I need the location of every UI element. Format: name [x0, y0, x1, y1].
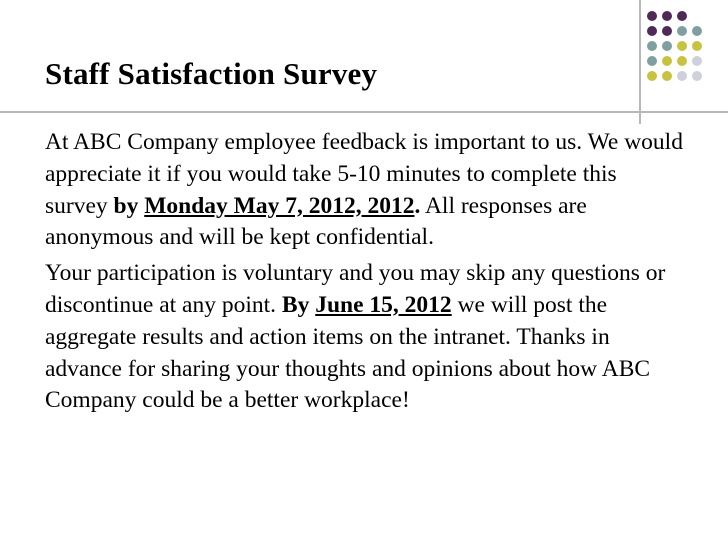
decorative-dot — [692, 56, 702, 66]
decorative-dot — [647, 41, 657, 51]
decorative-dot-grid — [647, 11, 702, 81]
decorative-dot — [647, 11, 657, 21]
decorative-dot — [677, 11, 687, 21]
survey-deadline: Monday May 7, 2012, 2012 — [144, 192, 415, 219]
decorative-dot — [647, 26, 657, 36]
decorative-dot — [662, 56, 672, 66]
participation-text: Your participation is voluntary and you may skip any questions or discontinue at any point. — [45, 260, 666, 318]
decorative-dot — [692, 41, 702, 51]
slide-body — [45, 127, 685, 421]
intro-text: At ABC Company employee feedback is important to us. We would appreciate it if you would take 5-10 minutes to complete this survey — [45, 129, 683, 219]
slide-title: Staff Satisfaction Survey — [45, 56, 378, 91]
decorative-dot — [662, 41, 672, 51]
paragraph-intro — [45, 127, 685, 254]
period: . — [414, 192, 421, 219]
decorative-dot — [647, 56, 657, 66]
decorative-dot — [677, 26, 687, 36]
results-text: we will post the aggregate results and action items on the intranet. Thanks in advance for sharing your thoughts and opinions about how ABC Company could be a better workplace! — [45, 291, 651, 414]
decorative-dot — [647, 71, 657, 81]
decorative-dot — [677, 71, 687, 81]
decorative-dot — [692, 71, 702, 81]
decorative-dot — [662, 26, 672, 36]
by-text: By — [281, 291, 310, 318]
results-date: June 15, 2012 — [315, 291, 452, 318]
horizontal-divider — [0, 111, 728, 113]
by-text: by — [113, 192, 139, 219]
decorative-dot — [692, 11, 702, 21]
decorative-dot — [662, 71, 672, 81]
decorative-dot — [677, 56, 687, 66]
decorative-dot — [692, 26, 702, 36]
vertical-divider — [639, 0, 641, 124]
anonymity-text: All responses are anonymous and will be kept confidential. — [45, 192, 587, 251]
decorative-dot — [662, 11, 672, 21]
paragraph-participation — [45, 258, 685, 417]
decorative-dot — [677, 41, 687, 51]
